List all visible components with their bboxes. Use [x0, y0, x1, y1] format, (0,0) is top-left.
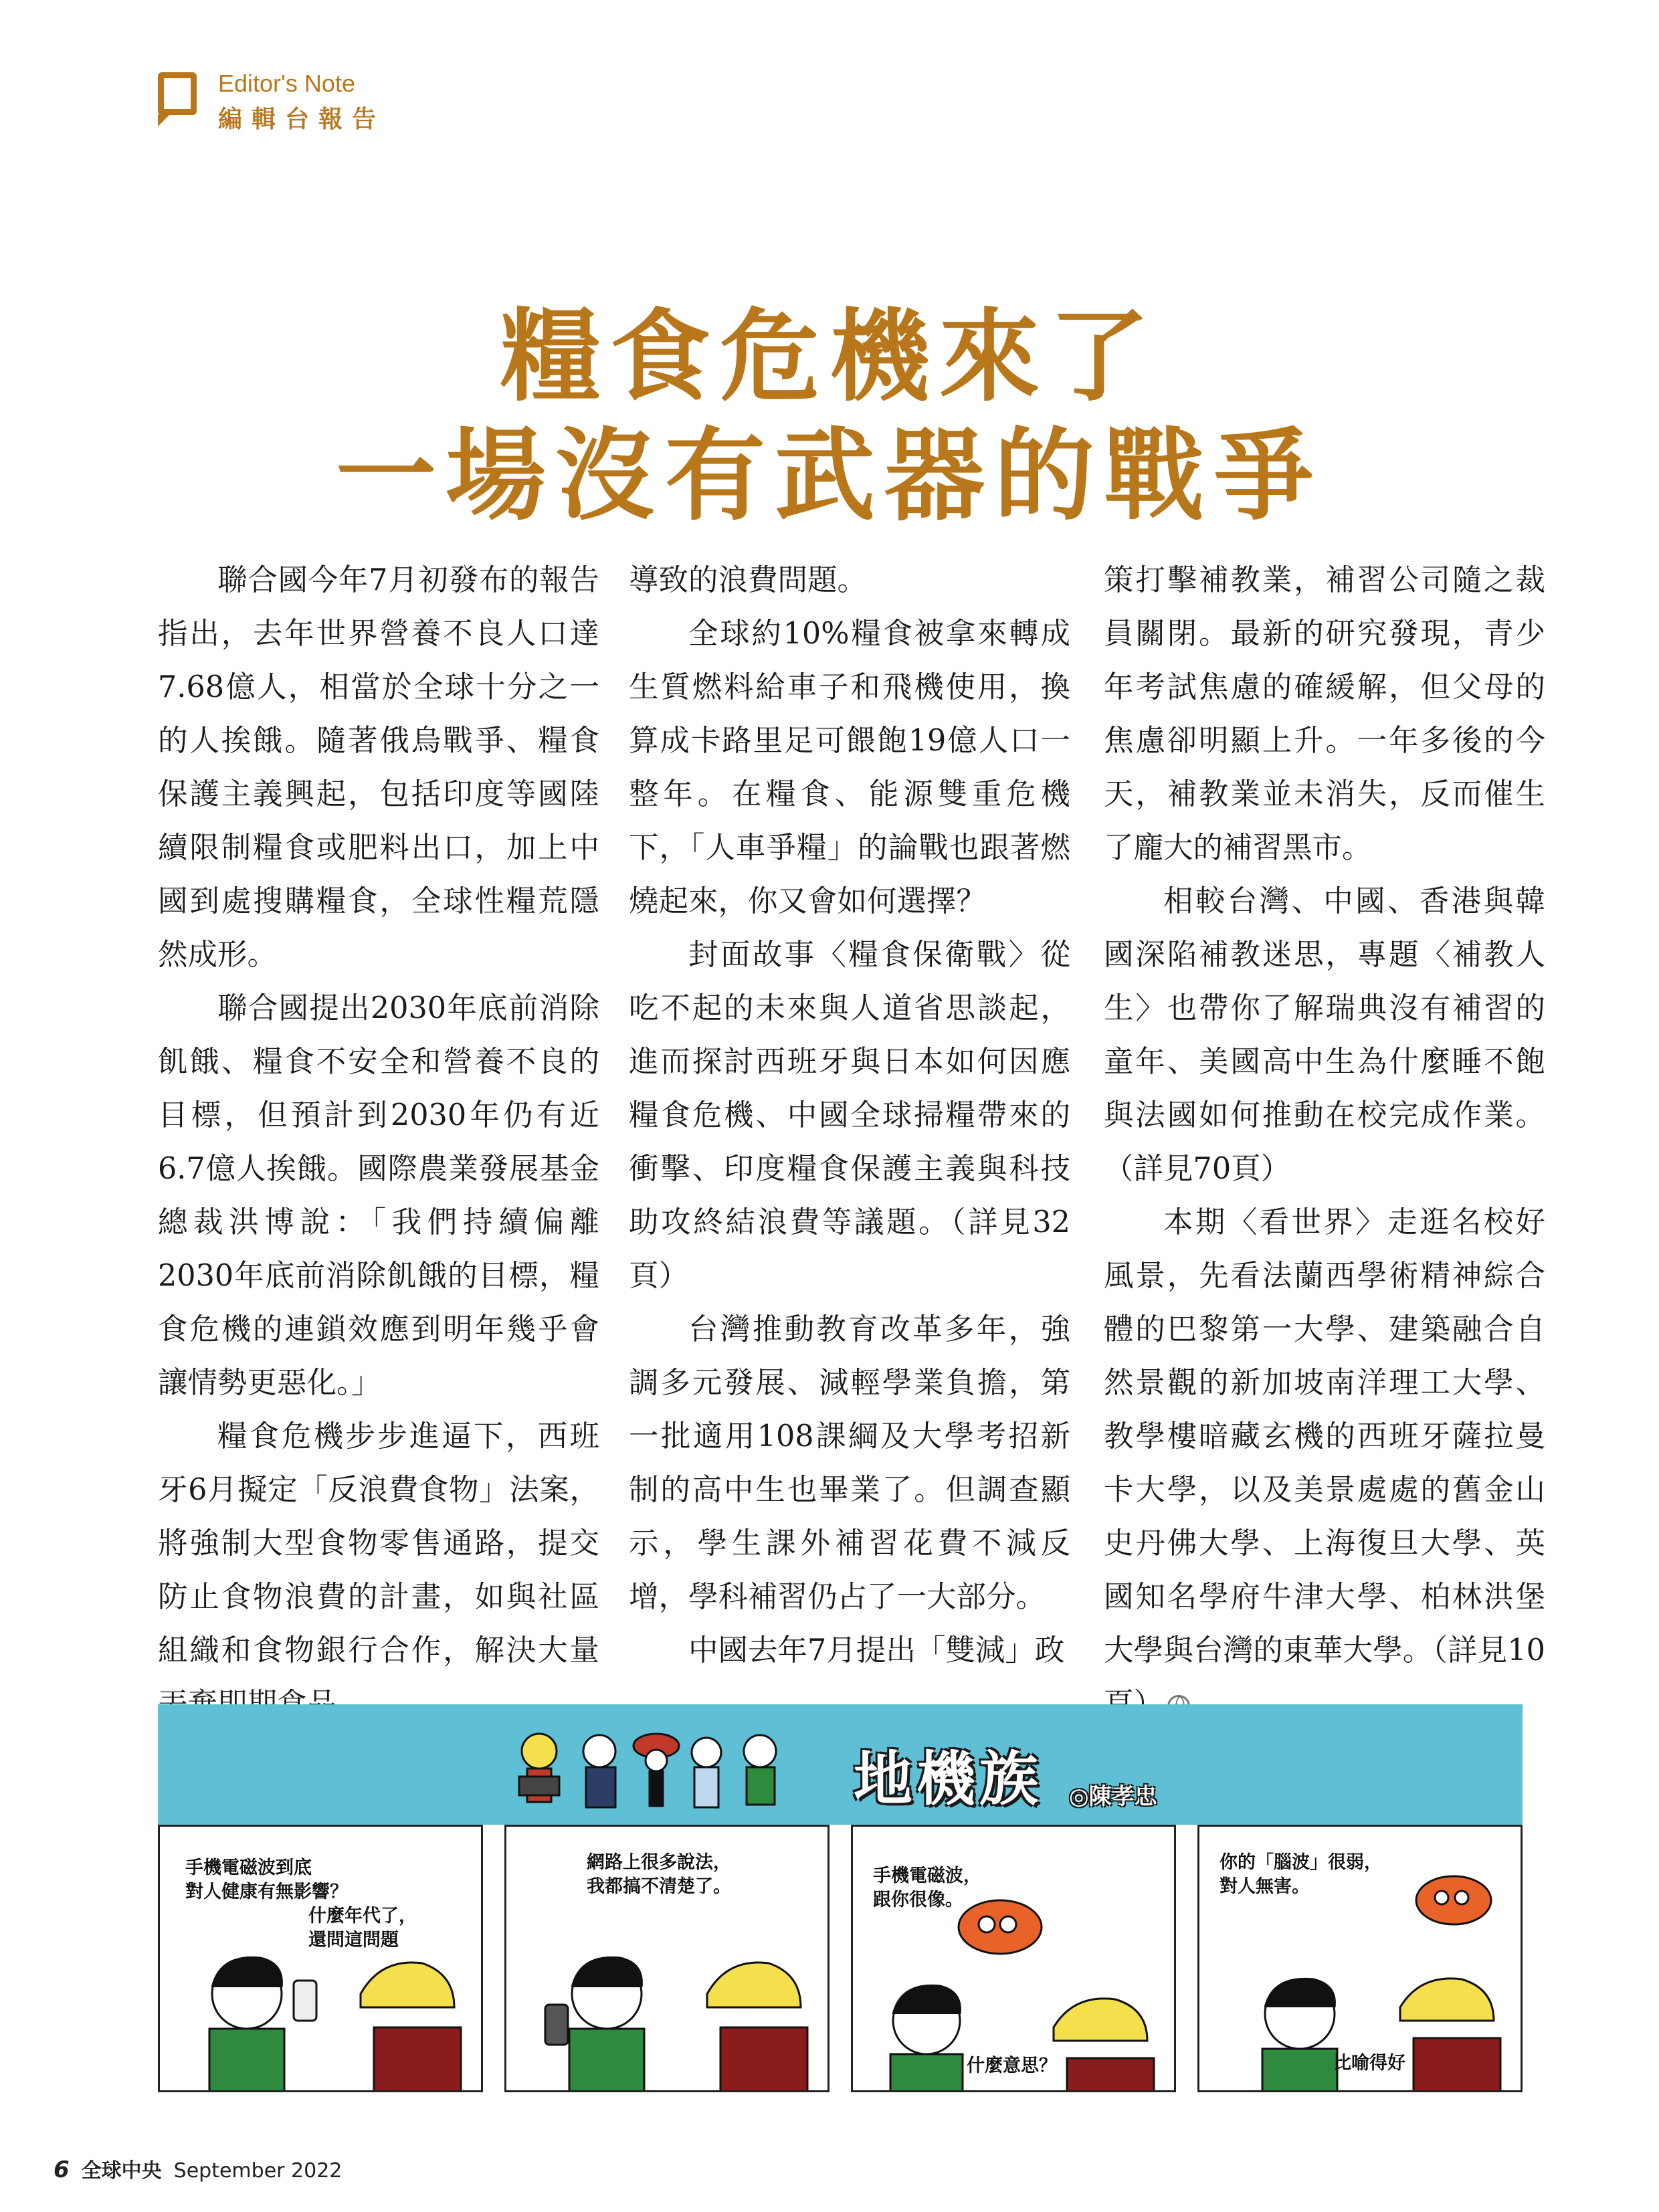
- comic-panel-1: [158, 1825, 483, 2092]
- speech-line: 你的「腦波」很弱，: [1219, 1852, 1382, 1873]
- speech-line: 什麼意思？: [967, 2055, 1057, 2076]
- speech-bubble-reply: [967, 2054, 1057, 2078]
- paragraph: 全球約10%糧食被拿來轉成生質燃料給車子和飛機使用，換算成卡路里足可餵飽19億人口一整年。在糧食、能源雙重危機下，「人車爭糧」的論戰也跟著燃燒起來，你又會如何選擇？: [629, 617, 1070, 918]
- paragraph: 導致的浪費問題。: [629, 563, 868, 597]
- paragraph: 相較台灣、中國、香港與韓國深陷補教迷思，專題〈補教人生〉也帶你了解瑞典沒有補習的童年、美國高中生為什麼睡不飽與法國如何推動在校完成作業。（詳見70頁）: [1104, 884, 1545, 1186]
- paragraph: 台灣推動教育改革多年，強調多元發展、減輕學業負擔，第一批適用108課綱及大學考招新制的高中生也畢業了。但調查顯示，學生課外補習花費不減反增，學科補習仍占了一大部分。: [629, 1312, 1070, 1614]
- characters-illustration: [506, 1704, 854, 1825]
- speech-line: 手機電磁波到底: [185, 1857, 312, 1878]
- body-column-2: [629, 554, 1070, 1678]
- comic-author: ◎陳孝忠: [1069, 1783, 1157, 1810]
- speech-bubble: [185, 1856, 348, 1904]
- speech-line: 什麼年代了，: [308, 1906, 417, 1926]
- section-label-en: Editor's Note: [218, 70, 355, 97]
- paragraph: [1104, 1196, 1545, 1731]
- headline-line-2: 一場沒有武器的戰爭: [335, 417, 1323, 534]
- speech-bubble-reply: [308, 1904, 417, 1952]
- speech-line: 對人健康有無影響？: [185, 1882, 348, 1902]
- issue-date: September 2022: [173, 2159, 343, 2183]
- speech-line: 還問這問題: [308, 1930, 399, 1950]
- comic-title: 地機族: [854, 1744, 1043, 1813]
- paragraph: 封面故事〈糧食保衛戰〉從吃不起的未來與人道省思談起，進而探討西班牙與日本如何因應糧食危機、中國全球掃糧帶來的衝擊、印度糧食保護主義與科技助攻終結浪費等議題。（詳見32頁）: [629, 938, 1070, 1293]
- speech-line: 跟你很像。: [873, 1890, 963, 1910]
- paragraph: 聯合國提出2030年底前消除飢餓、糧食不安全和營養不良的目標，但預計到2030年仍有近6.7億人挨餓。國際農業發展基金總裁洪博說：「我們持續偏離2030年底前消除飢餓的目標，糧食危機的連鎖效應到明年幾乎會讓情勢更惡化。」: [158, 991, 599, 1400]
- magazine-name: 全球中央: [81, 2159, 162, 2183]
- speech-box-icon: [158, 72, 197, 115]
- comic-banner: [158, 1704, 1523, 1825]
- paragraph: 策打擊補教業，補習公司隨之裁員關閉。最新的研究發現，青少年考試焦慮的確緩解，但父母的焦慮卻明顯上升。一年多後的今天，補教業並未消失，反而催生了龐大的補習黑市。: [1104, 563, 1545, 865]
- page-number: 6: [54, 2156, 70, 2183]
- speech-line: 我都搞不清楚了。: [587, 1876, 731, 1897]
- speech-bubble: [587, 1851, 731, 1899]
- speech-bubble-reply: [1333, 2051, 1405, 2076]
- speech-line: 手機電磁波，: [873, 1866, 981, 1886]
- comic-panel-4: [1197, 1825, 1523, 2092]
- headline-line-1: 糧食危機來了: [500, 298, 1159, 415]
- speech-line: 比喻得好: [1333, 2053, 1405, 2074]
- paragraph-text: 本期〈看世界〉走逛名校好風景，先看法蘭西學術精神綜合體的巴黎第一大學、建築融合自然景觀的新加坡南洋理工大學、教學樓暗藏玄機的西班牙薩拉曼卡大學，以及美景處處的舊金山史丹佛大學、上海復旦大學、英國知名學府牛津大學、柏林洪堡大學與台灣的東華大學。（詳見10: [1104, 1205, 1545, 1668]
- body-column-3: [1104, 554, 1545, 1731]
- body-column-1: [158, 554, 599, 1731]
- comic-panel-3: [851, 1825, 1176, 2092]
- paragraph: 中國去年7月提出「雙減」政: [688, 1633, 1065, 1668]
- speech-line: 網路上很多說法，: [587, 1852, 731, 1873]
- comic-panel-2: [504, 1825, 830, 2092]
- speech-line: 對人無害。: [1219, 1876, 1310, 1897]
- paragraph: 糧食危機步步進逼下，西班牙6月擬定「反浪費食物」法案，將強制大型食物零售通路，提交防止食物浪費的計畫，如與社區組織和食物銀行合作，解決大量: [158, 1419, 599, 1668]
- section-label-zh: 編輯台報告: [218, 106, 386, 133]
- comic-strip: [158, 1704, 1523, 2094]
- speech-bubble: [1219, 1851, 1382, 1899]
- speech-bubble: [873, 1864, 981, 1912]
- page-footer: [54, 2154, 342, 2183]
- paragraph: 聯合國今年7月初發布的報告指出，去年世界營養不良人口達7.68億人，相當於全球十分之一的人挨餓。隨著俄烏戰爭、糧食保護主義興起，包括印度等國陸續限制糧食或肥料出口，加上中國到處搜購糧食，全球性糧荒隱然成形。: [158, 563, 599, 972]
